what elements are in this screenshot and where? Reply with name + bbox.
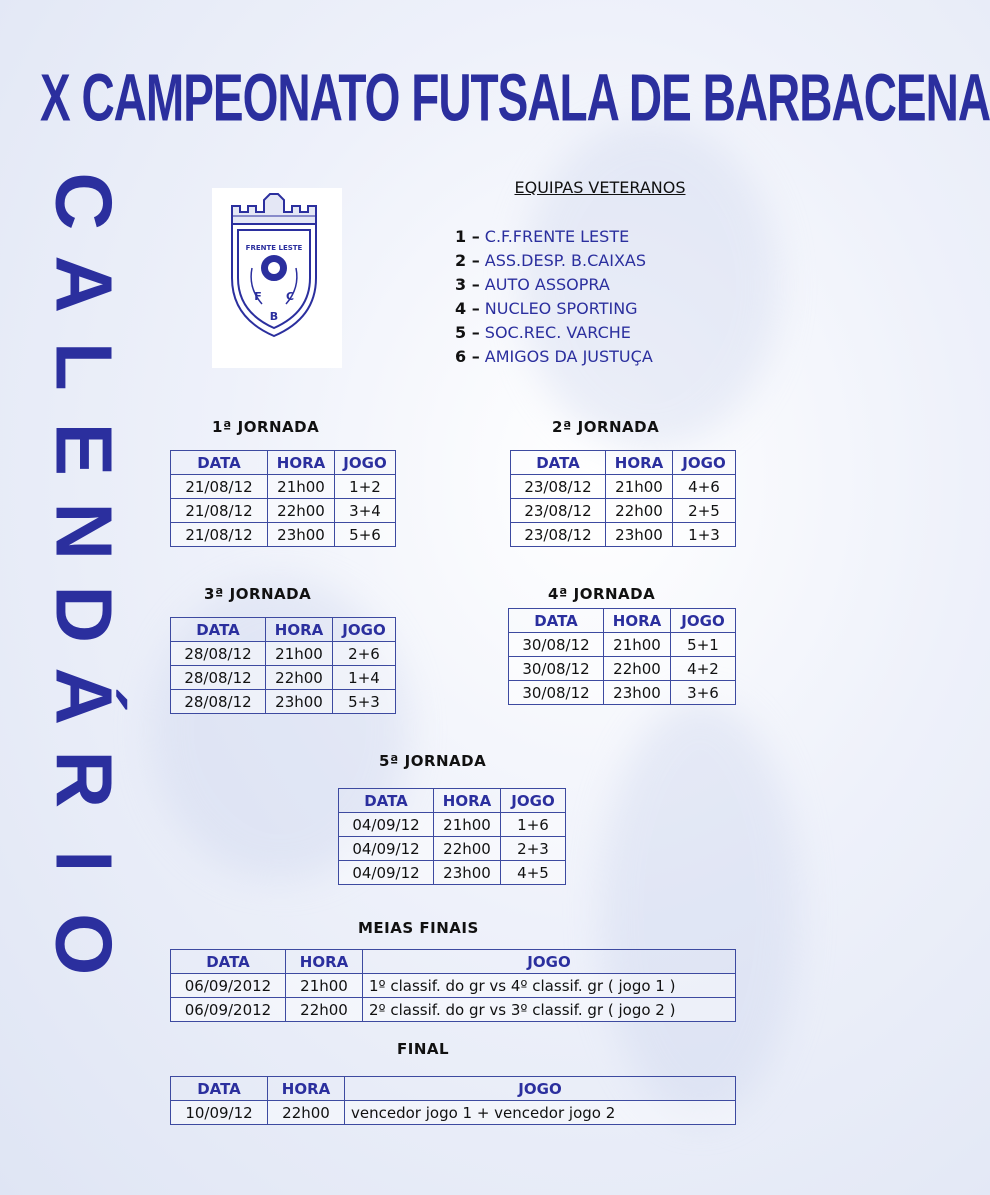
table-row (171, 690, 396, 714)
side-letter: I (39, 850, 129, 873)
team-item (455, 297, 653, 321)
col-header-hora: HORA (604, 609, 671, 633)
team-name: SOC.REC. VARCHE (484, 323, 631, 342)
col-header-hora: HORA (268, 451, 335, 475)
cell-date: 28/08/12 (171, 642, 266, 666)
col-header-jogo: JOGO (345, 1077, 736, 1101)
logo-letter: F (254, 290, 262, 303)
table-row (171, 1101, 736, 1125)
cell-match: 5+3 (333, 690, 396, 714)
table-header-row (509, 609, 736, 633)
cell-match: 1+3 (673, 523, 736, 547)
cell-date: 04/09/12 (339, 861, 434, 885)
cell-time: 23h00 (604, 681, 671, 705)
team-item (455, 273, 653, 297)
cell-match: 5+1 (671, 633, 736, 657)
cell-time: 21h00 (268, 475, 335, 499)
cell-date: 10/09/12 (171, 1101, 268, 1125)
table-row (509, 633, 736, 657)
cell-match: 4+2 (671, 657, 736, 681)
cell-time: 21h00 (266, 642, 333, 666)
background-shape (600, 700, 800, 1120)
final-title: FINAL (397, 1040, 450, 1058)
col-header-data: DATA (509, 609, 604, 633)
team-item (455, 321, 653, 345)
cell-date: 06/09/2012 (171, 974, 286, 998)
team-name: ASS.DESP. B.CAIXAS (484, 251, 647, 270)
team-list (455, 225, 653, 369)
col-header-jogo: JOGO (335, 451, 396, 475)
cell-match: 4+6 (673, 475, 736, 499)
round-5-table (338, 788, 566, 885)
cell-match: 5+6 (335, 523, 396, 547)
cell-match: 2+5 (673, 499, 736, 523)
teams-heading: EQUIPAS VETERANOS (514, 178, 686, 197)
table-row (339, 861, 566, 885)
cell-time: 23h00 (266, 690, 333, 714)
page-title: X CAMPEONATO FUTSALA DE BARBACENA (40, 59, 990, 135)
cell-date: 21/08/12 (171, 475, 268, 499)
table-row (171, 998, 736, 1022)
team-number: 1 – (455, 227, 480, 246)
col-header-jogo: JOGO (673, 451, 736, 475)
table-row (511, 499, 736, 523)
round-5-title: 5ª JORNADA (379, 752, 487, 770)
side-letter: O (39, 912, 129, 975)
col-header-hora: HORA (266, 618, 333, 642)
cell-date: 30/08/12 (509, 657, 604, 681)
team-name: C.F.FRENTE LESTE (484, 227, 630, 246)
team-number: 3 – (455, 275, 480, 294)
team-item (455, 249, 653, 273)
team-item (455, 345, 653, 369)
col-header-jogo: JOGO (333, 618, 396, 642)
side-letter: C (39, 172, 129, 231)
side-letter: E (39, 422, 129, 476)
club-crest-icon (212, 188, 342, 368)
cell-match: 3+6 (671, 681, 736, 705)
cell-date: 04/09/12 (339, 837, 434, 861)
cell-match: 1º classif. do gr vs 4º classif. gr ( jogo 1 ) (363, 974, 736, 998)
cell-match: vencedor jogo 1 + vencedor jogo 2 (345, 1101, 736, 1125)
cell-date: 04/09/12 (339, 813, 434, 837)
cell-time: 21h00 (286, 974, 363, 998)
cell-time: 22h00 (286, 998, 363, 1022)
cell-match: 4+5 (501, 861, 566, 885)
team-name: AMIGOS DA JUSTUÇA (484, 347, 653, 366)
cell-time: 21h00 (604, 633, 671, 657)
round-3-title: 3ª JORNADA (204, 585, 312, 603)
cell-time: 22h00 (268, 1101, 345, 1125)
semifinals-title: MEIAS FINAIS (358, 919, 479, 937)
cell-time: 23h00 (606, 523, 673, 547)
cell-match: 1+4 (333, 666, 396, 690)
cell-time: 23h00 (268, 523, 335, 547)
cell-date: 28/08/12 (171, 690, 266, 714)
cell-date: 28/08/12 (171, 666, 266, 690)
cell-date: 23/08/12 (511, 499, 606, 523)
col-header-data: DATA (171, 451, 268, 475)
col-header-data: DATA (171, 1077, 268, 1101)
table-row (171, 523, 396, 547)
cell-time: 22h00 (266, 666, 333, 690)
team-number: 4 – (455, 299, 480, 318)
cell-date: 21/08/12 (171, 523, 268, 547)
col-header-hora: HORA (268, 1077, 345, 1101)
logo-top-text: FRENTE LESTE (245, 244, 303, 252)
round-1-title: 1ª JORNADA (212, 418, 320, 436)
cell-time: 21h00 (606, 475, 673, 499)
round-4-table (508, 608, 736, 705)
cell-match: 3+4 (335, 499, 396, 523)
team-number: 6 – (455, 347, 480, 366)
col-header-data: DATA (339, 789, 434, 813)
col-header-jogo: JOGO (501, 789, 566, 813)
team-number: 5 – (455, 323, 480, 342)
table-header-row (171, 451, 396, 475)
cell-time: 22h00 (434, 837, 501, 861)
col-header-data: DATA (171, 618, 266, 642)
team-name: AUTO ASSOPRA (484, 275, 610, 294)
round-1-table (170, 450, 396, 547)
cell-match: 2+6 (333, 642, 396, 666)
table-row (339, 813, 566, 837)
cell-date: 30/08/12 (509, 633, 604, 657)
cell-date: 23/08/12 (511, 523, 606, 547)
semifinals-table (170, 949, 736, 1022)
final-table (170, 1076, 736, 1125)
col-header-hora: HORA (434, 789, 501, 813)
cell-time: 23h00 (434, 861, 501, 885)
logo-letter: C (285, 290, 295, 303)
table-row (511, 475, 736, 499)
cell-time: 22h00 (606, 499, 673, 523)
team-number: 2 – (455, 251, 480, 270)
cell-match: 1+2 (335, 475, 396, 499)
side-letter: Á (39, 667, 129, 726)
side-title-calendario (28, 160, 138, 1150)
logo-letter: B (269, 310, 279, 323)
team-item (455, 225, 653, 249)
cell-date: 06/09/2012 (171, 998, 286, 1022)
table-header-row (171, 1077, 736, 1101)
table-row (509, 657, 736, 681)
col-header-hora: HORA (606, 451, 673, 475)
team-name: NUCLEO SPORTING (484, 299, 638, 318)
col-header-jogo: JOGO (671, 609, 736, 633)
table-row (171, 499, 396, 523)
cell-date: 30/08/12 (509, 681, 604, 705)
table-header-row (339, 789, 566, 813)
col-header-data: DATA (511, 451, 606, 475)
table-row (339, 837, 566, 861)
table-row (171, 974, 736, 998)
side-letter: N (39, 502, 129, 561)
round-4-title: 4ª JORNADA (548, 585, 656, 603)
cell-match: 2º classif. do gr vs 3º classif. gr ( jogo 2 ) (363, 998, 736, 1022)
club-logo (212, 188, 342, 368)
cell-match: 1+6 (501, 813, 566, 837)
table-header-row (171, 618, 396, 642)
round-2-table (510, 450, 736, 547)
cell-date: 23/08/12 (511, 475, 606, 499)
cell-time: 21h00 (434, 813, 501, 837)
col-header-hora: HORA (286, 950, 363, 974)
side-letter: A (39, 254, 129, 313)
table-header-row (511, 451, 736, 475)
table-row (171, 475, 396, 499)
table-row (509, 681, 736, 705)
table-row (171, 642, 396, 666)
table-header-row (171, 950, 736, 974)
table-row (511, 523, 736, 547)
side-letter: D (39, 584, 129, 643)
cell-match: 2+3 (501, 837, 566, 861)
round-3-table (170, 617, 396, 714)
cell-time: 22h00 (268, 499, 335, 523)
table-row (171, 666, 396, 690)
col-header-data: DATA (171, 950, 286, 974)
round-2-title: 2ª JORNADA (552, 418, 660, 436)
cell-time: 22h00 (604, 657, 671, 681)
col-header-jogo: JOGO (363, 950, 736, 974)
cell-date: 21/08/12 (171, 499, 268, 523)
side-letter: R (39, 749, 129, 808)
side-letter: L (39, 341, 129, 391)
